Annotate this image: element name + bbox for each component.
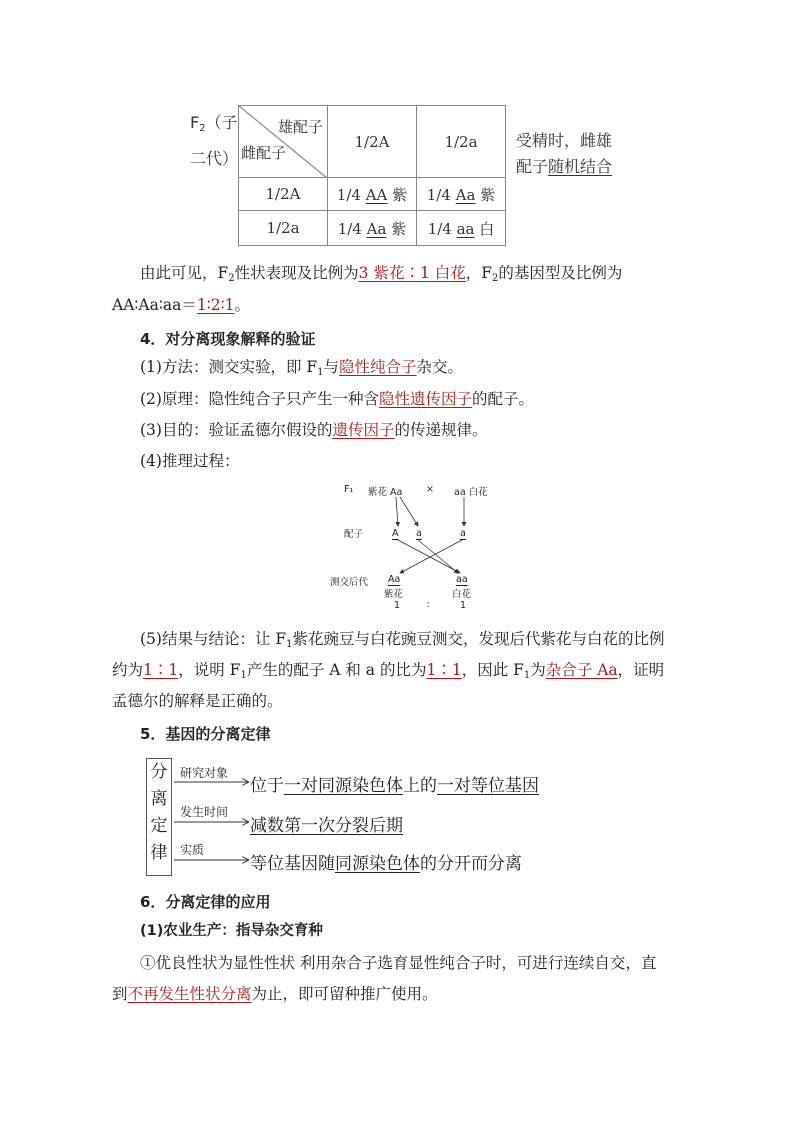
section-6-sub-1: (1)农业生产：指导杂交育种 (140, 923, 323, 939)
cross-arrows (330, 480, 500, 615)
ratio-colon: ∶ (427, 600, 430, 611)
section-6-heading: 6．分离定律的应用 (140, 893, 271, 911)
law-text-essence: 等位基因随同源染色体的分开而分离 (250, 854, 522, 874)
gamete-a-right: a (460, 528, 466, 539)
segregation-law-diagram (146, 758, 586, 876)
fertilization-note: 受精时，雌雄 配子随机结合 (516, 131, 613, 176)
row-header-A: 1/2A (239, 178, 328, 211)
punnett-cell: 1/4 aa 白 (417, 211, 506, 246)
parent-left: 紫花 Aa (368, 487, 403, 498)
law-tag-object: 研究对象 (180, 766, 229, 780)
section-4-heading: 4．对分离现象解释的验证 (140, 330, 316, 348)
section-4-item-3: (3)目的：验证孟德尔假设的遗传因子的传递规律。 (140, 421, 488, 439)
section-4-item-2: (2)原理：隐性纯合子只产生一种含隐性遗传因子的配子。 (140, 390, 534, 408)
law-title-box: 分 离 定 律 (146, 758, 172, 876)
item-5-line-2: 约为1∶1，说明 $F_1$产生的配子 A 和 a 的比为1∶1，因此 $F_1$为杂合子 Aa，证明 (112, 661, 665, 681)
parent-right: aa 白花 (454, 487, 488, 498)
gamete-A: A (392, 528, 399, 539)
conclusion-line-2: AA∶Aa∶aa＝1∶2∶1。 (112, 296, 251, 314)
ratio-right: 1 (460, 600, 467, 611)
phenotype-right: 白花 (452, 589, 472, 600)
offspring-label: 测交后代 (330, 577, 369, 588)
test-cross-diagram (330, 480, 500, 615)
section-5-heading: 5．基因的分离定律 (140, 725, 271, 743)
row-header-a: 1/2a (239, 211, 328, 246)
conclusion-line-1: 由此可见，$F_2$性状表现及比例为3 紫花∶1 白花，$F_2$的基因型及比例为 (140, 264, 623, 284)
ratio-left: 1 (394, 600, 401, 611)
item-5-line-1: (5)结果与结论：让 $F_1$紫花豌豆与白花豌豆测交，发现后代紫花与白花的比例 (140, 630, 665, 650)
female-gamete-label: 雌配子 (241, 144, 287, 162)
offspring-right: aa (456, 574, 468, 585)
cross-symbol: × (426, 484, 434, 495)
item-5-line-3: 孟德尔的解释是正确的。 (112, 692, 283, 710)
male-gamete-label: 雄配子 (277, 118, 323, 136)
law-text-time: 减数第一次分裂后期 (250, 816, 403, 836)
col-header-a: 1/2a (417, 106, 506, 178)
law-tag-time: 发生时间 (180, 805, 229, 819)
phenotype-left: 紫花 (384, 589, 404, 600)
law-text-object: 位于一对同源染色体上的一对等位基因 (250, 776, 539, 796)
f1-label: F₁ (344, 484, 354, 495)
punnett-square (238, 105, 506, 246)
section-4-item-4: (4)推理过程： (140, 452, 240, 470)
punnett-cell: 1/4 Aa 紫 (328, 211, 417, 246)
punnett-corner-cell (239, 106, 328, 178)
section-4-item-1: (1)方法：测交实验，即 $F_1$与隐性纯合子杂交。 (140, 358, 464, 378)
section-6-para-line-2: 到不再发生性状分离为止，即可留种推广使用。 (112, 985, 438, 1003)
punnett-cell: 1/4 AA 紫 (328, 178, 417, 211)
gamete-label: 配子 (344, 529, 364, 540)
f2-label: $F_2$（子 二代） (190, 113, 239, 168)
gamete-a-left: a (416, 528, 422, 539)
col-header-A: 1/2A (328, 106, 417, 178)
offspring-left: Aa (388, 574, 401, 585)
section-6-para-line-1: ①优良性状为显性性状 利用杂合子选育显性纯合子时，可进行连续自交，直 (140, 954, 657, 972)
law-tag-essence: 实质 (180, 843, 205, 857)
punnett-cell: 1/4 Aa 紫 (417, 178, 506, 211)
